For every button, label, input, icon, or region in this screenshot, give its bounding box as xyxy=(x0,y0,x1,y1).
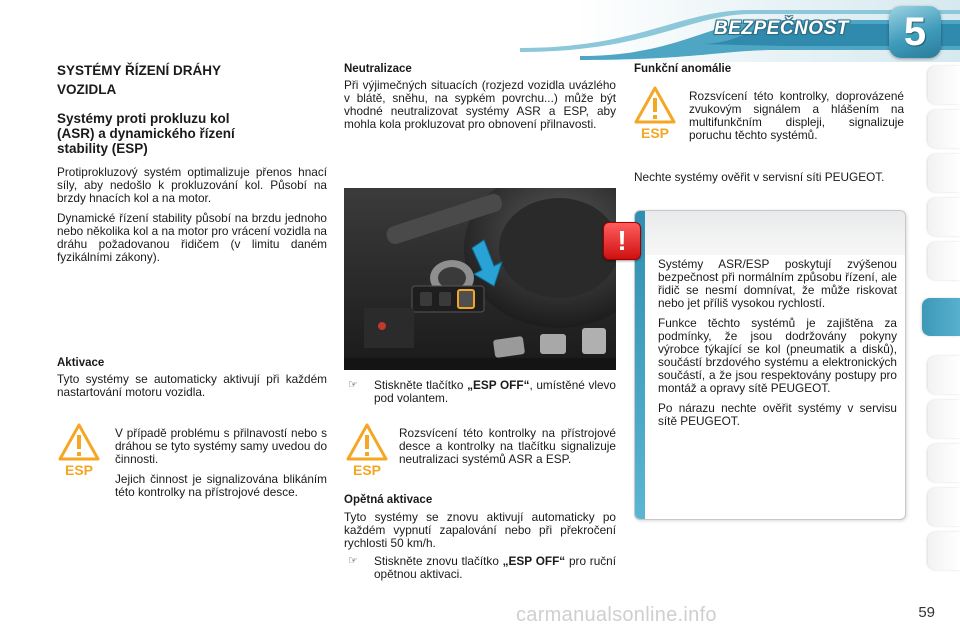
info-para-conditions: Funkce těchto systémů je zajištěna za podmínky, že jsou dodržovány pokyny výrobce týkající se kol (pneumatik a disků), součástí brzdového systému a elektronických součástí, a že jsou respektovány postupy pro montáž a opravy sítě PEUGEOT. xyxy=(658,316,897,395)
esp-icon-label: ESP xyxy=(352,462,382,477)
fault-warning-text: Rozsvícení této kontrolky, doprovázené zvukovým signálem a hlášením na multifunkčním displeji, signalizuje poruchu těchto systémů. xyxy=(689,89,904,142)
section-subtitle xyxy=(57,111,327,156)
watermark: carmanualsonline.info xyxy=(516,604,717,626)
subtitle-line3: stability (ESP) xyxy=(57,141,148,156)
esp-off-key-label: „ESP OFF“ xyxy=(467,378,530,392)
pointing-hand-icon: ☞ xyxy=(348,379,358,391)
chapter-title: BEZPEČNOST xyxy=(714,18,849,39)
step2-post: pro ruční opětnou aktivaci. xyxy=(374,554,616,581)
chapter-tab-8[interactable] xyxy=(928,400,960,438)
dashboard-illustration xyxy=(344,188,616,370)
neutralization-heading: Neutralizace xyxy=(344,63,412,75)
step1-pre: Stiskněte tlačítko xyxy=(374,378,468,392)
chapter-tab-2[interactable] xyxy=(928,110,960,148)
dashboard-photo xyxy=(344,188,616,370)
chapter-tab-3[interactable] xyxy=(928,154,960,192)
subtitle-line2: (ASR) a dynamického řízení xyxy=(57,126,235,141)
section-title xyxy=(57,61,317,99)
asr-description: Protiprokluzový systém optimalizuje přenos hnací síly, aby nedošlo k prokluzování kol. Působí na brzdy hnacích kol a na motor. xyxy=(57,165,327,205)
activation-warning-text xyxy=(115,427,327,499)
esp-off-key-label: „ESP OFF“ xyxy=(502,554,566,568)
chapter-tab-strip xyxy=(928,66,960,586)
chapter-tab-1[interactable] xyxy=(928,66,960,104)
esp-warning-icon xyxy=(58,423,100,477)
chapter-tab-4[interactable] xyxy=(928,198,960,236)
step-reactivate xyxy=(344,555,616,581)
exclamation-alert-icon: ! xyxy=(603,222,641,260)
important-info-box xyxy=(634,210,906,520)
chapter-tab-7[interactable] xyxy=(928,356,960,394)
esp-icon-label: ESP xyxy=(64,462,94,477)
neutralization-warning-text: Rozsvícení této kontrolky na přístrojové desce a kontrolky na tlačítku signalizuje neutralizaci systémů ASR a ESP. xyxy=(399,426,616,466)
activation-warning-para2: Jejich činnost je signalizována blikáním této kontrolky na přístrojové desce. xyxy=(115,472,327,499)
intro-text xyxy=(57,166,327,264)
section-title-line2: VOZIDLA xyxy=(57,82,117,97)
neutralization-text: Při výjimečných situacích (rozjezd vozidla uvázlého v blátě, sněhu, na sypkém povrchu...) může být vhodné neutralizovat systémy ASR a ESP, aby mohla kola prokluzovat pro obnovení přilnavosti. xyxy=(344,78,616,131)
chapter-tab-10[interactable] xyxy=(928,488,960,526)
activation-text: Tyto systémy se automaticky aktivují při každém nastartování motoru vozidla. xyxy=(57,372,327,399)
chapter-tab-5[interactable] xyxy=(928,242,960,280)
activation-warning-para1: V případě problému s přilnavostí nebo s dráhou se tyto systémy samy uvedou do činnosti. xyxy=(115,426,327,466)
reactivation-heading: Opětná aktivace xyxy=(344,494,433,506)
info-box-content xyxy=(658,258,897,428)
step-neutralize xyxy=(344,379,616,405)
fault-heading: Funkční anomálie xyxy=(634,63,732,75)
esp-warning-icon xyxy=(346,423,388,477)
pointing-hand-icon: ☞ xyxy=(348,555,358,567)
info-box-header-bar xyxy=(645,211,905,255)
fault-service-text: Nechte systémy ověřit v servisní síti PEUGEOT. xyxy=(634,170,885,184)
reactivation-text: Tyto systémy se znovu aktivují automaticky po každém vypnutí zapalování nebo při překročení rychlosti 50 km/h. xyxy=(344,510,616,550)
chapter-tab-11[interactable] xyxy=(928,532,960,570)
step-neutralize-text xyxy=(374,379,616,405)
chapter-tab-9[interactable] xyxy=(928,444,960,482)
chapter-number-badge: 5 xyxy=(889,6,941,58)
subtitle-line1: Systémy proti prokluzu kol xyxy=(57,111,230,126)
esp-description: Dynamické řízení stability působí na brzdu jednoho nebo několika kol a na motor pro vrácení vozidla na dráhu požadovanou řidičem (v limitu daném fyzikálními zákony). xyxy=(57,211,327,264)
info-para-collision: Po nárazu nechte ověřit systémy v servisu sítě PEUGEOT. xyxy=(658,401,897,428)
activation-heading: Aktivace xyxy=(57,357,105,369)
esp-warning-icon xyxy=(634,86,676,140)
step2-pre: Stiskněte znovu tlačítko xyxy=(374,554,503,568)
info-para-safety: Systémy ASR/ESP poskytují zvýšenou bezpečnost při normálním způsobu řízení, ale řidič se nesmí domnívat, že může riskovat nebo jet příliš vysokou rychlostí. xyxy=(658,257,897,310)
section-title-line1: SYSTÉMY ŘÍZENÍ DRÁHY xyxy=(57,63,222,78)
page-number: 59 xyxy=(918,604,935,621)
esp-icon-label: ESP xyxy=(640,125,670,140)
step-reactivate-text xyxy=(374,555,616,581)
step1-post: , umístěné vlevo pod volantem. xyxy=(374,378,616,405)
chapter-tab-active[interactable] xyxy=(922,298,960,336)
